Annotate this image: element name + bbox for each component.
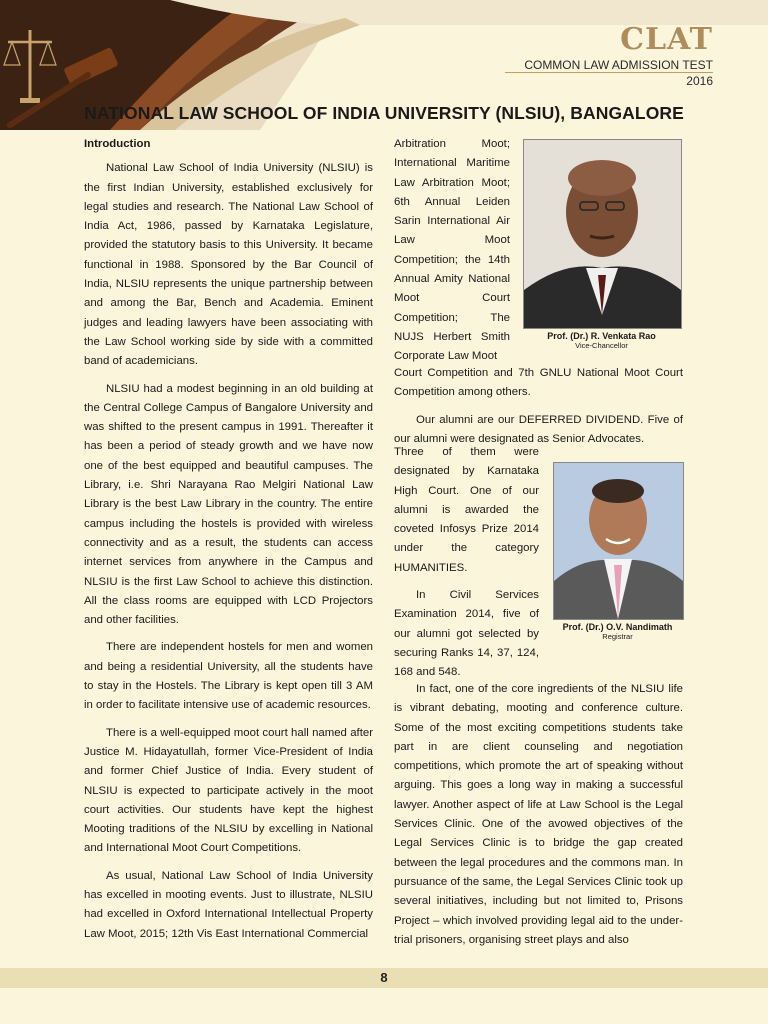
page-title: NATIONAL LAW SCHOOL OF INDIA UNIVERSITY (NLSIU), BANGALORE: [84, 103, 684, 123]
vice-chancellor-photo: [523, 139, 682, 329]
photo2-caption: [553, 622, 682, 642]
left-paragraph: There are independent hostels for men and women and being a residential University, all the students have to stay in the Hostels. The Library is kept open till 3 AM in order to facilitate intensive use of academic resources.: [84, 641, 373, 712]
header-subtitle-text: COMMON LAW ADMISSION TEST: [524, 58, 713, 72]
left-column: [84, 135, 373, 952]
intro-heading: Introduction: [84, 138, 151, 150]
right-mid-paragraph: Three of them were designated by Karnataka High Court. One of our alumni is awarded the coveted Infosys Prize 2014 under the category HUMANITIES.: [394, 446, 539, 574]
photo1-caption: [523, 331, 680, 351]
clat-logo: CLAT: [620, 22, 713, 57]
right-column-bottom: [394, 680, 683, 958]
portrait-registrar: [554, 463, 683, 619]
header-subtitle: [524, 57, 713, 89]
left-paragraph: National Law School of India University (NLSIU) is the first Indian University, established exclusively for legal studies and research. The National Law School of India Act, 1986, passed by Karnataka Legislature, provided the statutory basis to this University. It became functional in 1988. Sponsored by the Bar Council of India, NLSIU represents the unique partnership between and among the Bar, Bench and Academia. Eminent judges and leading lawyers have been associating with the Law School working side by side with a committed band of academicians.: [84, 162, 373, 368]
right-bottom-paragraph: In fact, one of the core ingredients of the NLSIU life is vibrant debating, mooting and conference culture. Some of the most exciting competitions students take part in are client counseling and negotiation competitions, which promote the art of speaking without arguing. This goes a long way in making a successful lawyer. Another aspect of life at Law School is the Legal Services Clinic. One of the avowed objectives of the Legal Services Clinic is to bridge the gap created between the legal procedures and the commons man. In pursuance of the same, the Legal Services Clinic took up several initiatives, including but not limited to, Prisons Project – which involved providing legal aid to the under-trial prisoners, organising street plays and also: [394, 683, 683, 946]
photo1-role: Vice-Chancellor: [575, 341, 628, 350]
portrait-vice-chancellor: [524, 140, 681, 328]
right-alumni-text: Our alumni are our DEFERRED DIVIDEND. Five of our alumni were designated as Senior Advocates.: [394, 413, 683, 445]
left-paragraph: As usual, National Law School of India University has excelled in mooting events. Just to illustrate, NLSIU had excelled in Oxford International Intellectual Property Law Moot, 2015; 12th Vis East International Commercial: [84, 869, 373, 940]
right-mid-paragraph: In Civil Services Examination 2014, five of our alumni got selected by securing Ranks 14, 37, 124, 168 and 548.: [394, 589, 539, 679]
right-column-middle: [394, 443, 539, 691]
right-column-top: [394, 135, 510, 367]
registrar-photo: [553, 462, 684, 620]
right-top-text: Arbitration Moot; International Maritime Law Arbitration Moot; 6th Annual Leiden Sarin International Air Law Moot Competition; the 14th Annual Amity National Moot Court Competition; The NUJS Herbert Smith Corporate Law Moot: [394, 138, 510, 363]
photo2-name: Prof. (Dr.) O.V. Nandimath: [562, 622, 673, 632]
photo1-name: Prof. (Dr.) R. Venkata Rao: [547, 331, 656, 341]
photo2-role: Registrar: [602, 632, 633, 641]
page-number: 8: [380, 970, 388, 985]
left-paragraph: NLSIU had a modest beginning in an old building at the Central College Campus of Bangalore University and was shifted to the present campus in 1991. Thereafter it has been a period of steady growth and we have now one of the best equipped and beautiful campuses. The Library, i.e. Shri Narayana Rao Melgiri National Law Library is the best Law Library in the country. The entire campus including the hostels is provided with wireless connectivity and as a result, the students can access internet services from anywhere in the Campus and NLSIU is the first Law School to achieve this distinction. All the class rooms are equipped with LCD Projectors and other facilities.: [84, 382, 373, 627]
header-year: 2016: [686, 74, 713, 88]
right-continue-text: Court Competition and 7th GNLU National Moot Court Competition among others.: [394, 367, 683, 399]
left-paragraph: There is a well-equipped moot court hall named after Justice M. Hidayatullah, former Vice-President of India and former Chief Justice of India. Every student of NLSIU is expected to participate actively in the moot court activities. Our students have kept the highest Mooting traditions of the NLSIU by excelling in National and International Moot Court Competitions.: [84, 726, 373, 855]
